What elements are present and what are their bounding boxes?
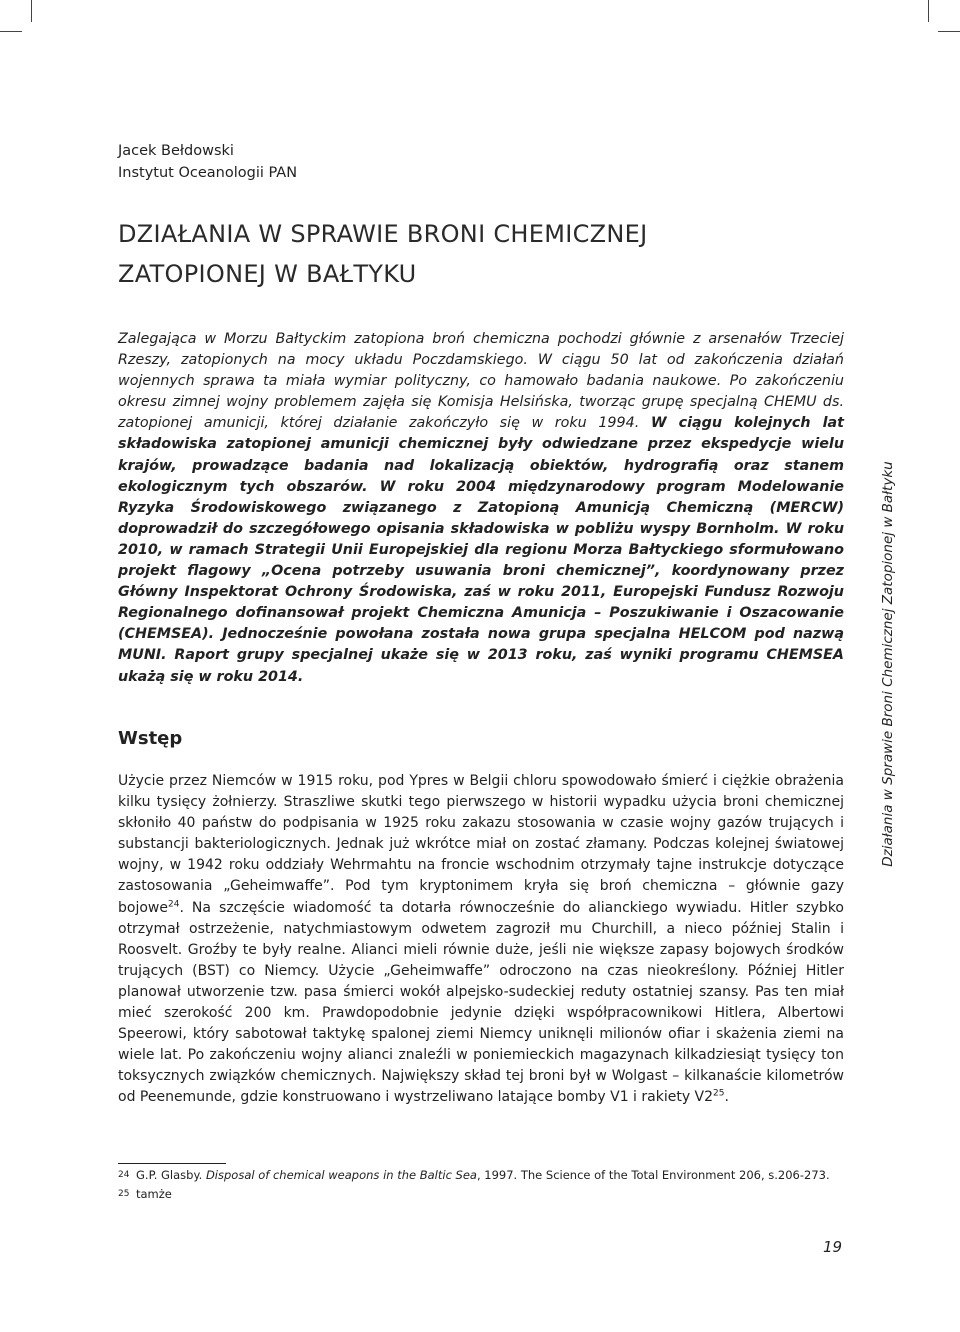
body-text-1: Użycie przez Niemców w 1915 roku, pod Ypres w Belgii chloru spowodowało śmierć i ciężkie obrażenia kilku tysięcy żołnierzy. Straszliwe skutki tego pierwszego w historii wypadku użycia broni chemicznej skłoniło 40 państw do podpisania w 1925 roku zakazu stosowania w czasie wojny gazów trujących i substancji bakteriologicznych. Jednak już wkrótce miał on zostać złamany. Podczas kolejnej światowej wojny, w 1942 roku oddziały Wehrmahtu na froncie wschodnim otrzymały tajne instrukcje dotyczące zastosowania „Geheimwaffe”. Pod tym kryptonimem kryła się broń chemiczna – głównie gazy bojowe: [118, 773, 844, 916]
section-heading: Wstęp: [118, 728, 183, 749]
body-text-3: .: [724, 1089, 729, 1106]
title-line-2: ZATOPIONEJ W BAŁTYKU: [118, 260, 417, 288]
footnote-ref-24[interactable]: 24: [167, 898, 180, 909]
author-block: [118, 140, 297, 184]
running-title: Działania w Sprawie Broni Chemicznej Zatopionej w Bałtyku: [880, 461, 896, 867]
author-name: Jacek Bełdowski: [118, 143, 234, 159]
footnote-number: 25: [118, 1189, 130, 1199]
footnote-source: , 1997. The Science of the Total Environment 206, s.206-273.: [476, 1168, 830, 1182]
footnote-author: G.P. Glasby.: [136, 1168, 206, 1182]
footnote-title: Disposal of chemical weapons in the Baltic Sea: [205, 1168, 477, 1182]
footnote-text: tamże: [136, 1187, 172, 1201]
abstract-part-2: W ciągu kolejnych lat składowiska zatopionej amunicji chemicznej były odwiedzane przez ekspedycje wielu krajów, prowadzące badania nad lokalizacją obiektów, hydrografią oraz stanem ekologicznym tych obszarów. W roku 2004 międzynarodowy program Modelowanie Ryzyka Środowiskowego związanego z Zatopioną Amunicją Chemiczną (MERCW) doprowadził do szczegółowego opisania składowiska w pobliżu wyspy Bornholm. W roku 2010, w ramach Strategii Unii Europejskiej dla regionu Morza Bałtyckiego sformułowano projekt flagowy „Ocena potrzeby usuwania broni chemicznej”, koordynowany przez Główny Inspektorat Ochrony Środowiska, zaś w roku 2011, Europejski Fundusz Rozwoju Regionalnego dofinansował projekt Chemiczna Amunicja – Poszukiwanie i Oszacowanie (CHEMSEA). Jednocześnie powołana została nowa grupa specjalna HELCOM pod nazwą MUNI. Raport grupy specjalnej ukaże się w 2013 roku, zaś wyniki programu CHEMSEA ukażą się w roku 2014.: [118, 415, 844, 685]
footnote-divider: [118, 1163, 226, 1164]
footnote-25: [118, 1186, 172, 1202]
crop-mark-top-left: [0, 31, 22, 32]
title-line-1: DZIAŁANIA W SPRAWIE BRONI CHEMICZNEJ: [118, 220, 648, 248]
crop-mark-top-left: [31, 0, 32, 22]
abstract: [118, 329, 844, 688]
footnote-24: [118, 1167, 830, 1183]
page-number: 19: [823, 1238, 843, 1256]
body-paragraph: [118, 771, 844, 1109]
author-affiliation: Instytut Oceanologii PAN: [118, 165, 298, 181]
body-text-2: . Na szczęście wiadomość ta dotarła równocześnie do alianckiego wywiadu. Hitler szybko otrzymał ostrzeżenie, natychmiastowym odwetem zagroził mu Churchill, a nieco później Stalin i Roosvelt. Groźby te były realne. Alianci mieli równie duże, jeśli nie większe zapasy bojowych środków trujących (BST) co Niemcy. Użycie „Geheimwaffe” odroczono na czas nieokreślony. Później Hitler planował utworzenie tzw. pasa śmierci wokół alpejsko-sudeckiej reduty ostatniej szansy. Pas ten miał mieć szerokość 200 km. Prawdopodobnie jedynie dzięki współpracownikowi Hitlera, Albertowi Speerowi, który sabotował taktykę spalonej ziemi Niemcy uniknęli milionów ofiar i skażenia ziemi na wiele lat. Po zakończeniu wojny alianci znaleźli w poniemieckich magazynach kilkadziesiąt tysięcy ton toksycznych związków chemicznych. Największy skład tej broni był w Wolgast – kilkanaście kilometrów od Peenemunde, gdzie konstruowano i wystrzeliwano latające bomby V1 i rakiety V2: [118, 899, 844, 1106]
footnote-ref-25[interactable]: 25: [713, 1088, 725, 1099]
crop-mark-top-right: [938, 31, 960, 32]
footnote-number: 24: [118, 1170, 130, 1180]
article-title: [118, 214, 858, 294]
abstract-part-1: Zalegająca w Morzu Bałtyckim zatopiona broń chemiczna pochodzi głównie z arsenałów Trzeciej Rzeszy, zatopionych na mocy układu Poczdamskiego. W ciągu 50 lat od zakończenia działań wojennych sprawa ta miała wymiar polityczny, co hamowało badania naukowe. Po zakończeniu okresu zimnej wojny problemem zajęła się Komisja Helsińska, tworząc grupę specjalną CHEMU ds. zatopionej amunicji, której działanie zakończyło się w roku 1994.: [118, 331, 844, 432]
crop-mark-top-right: [928, 0, 929, 22]
